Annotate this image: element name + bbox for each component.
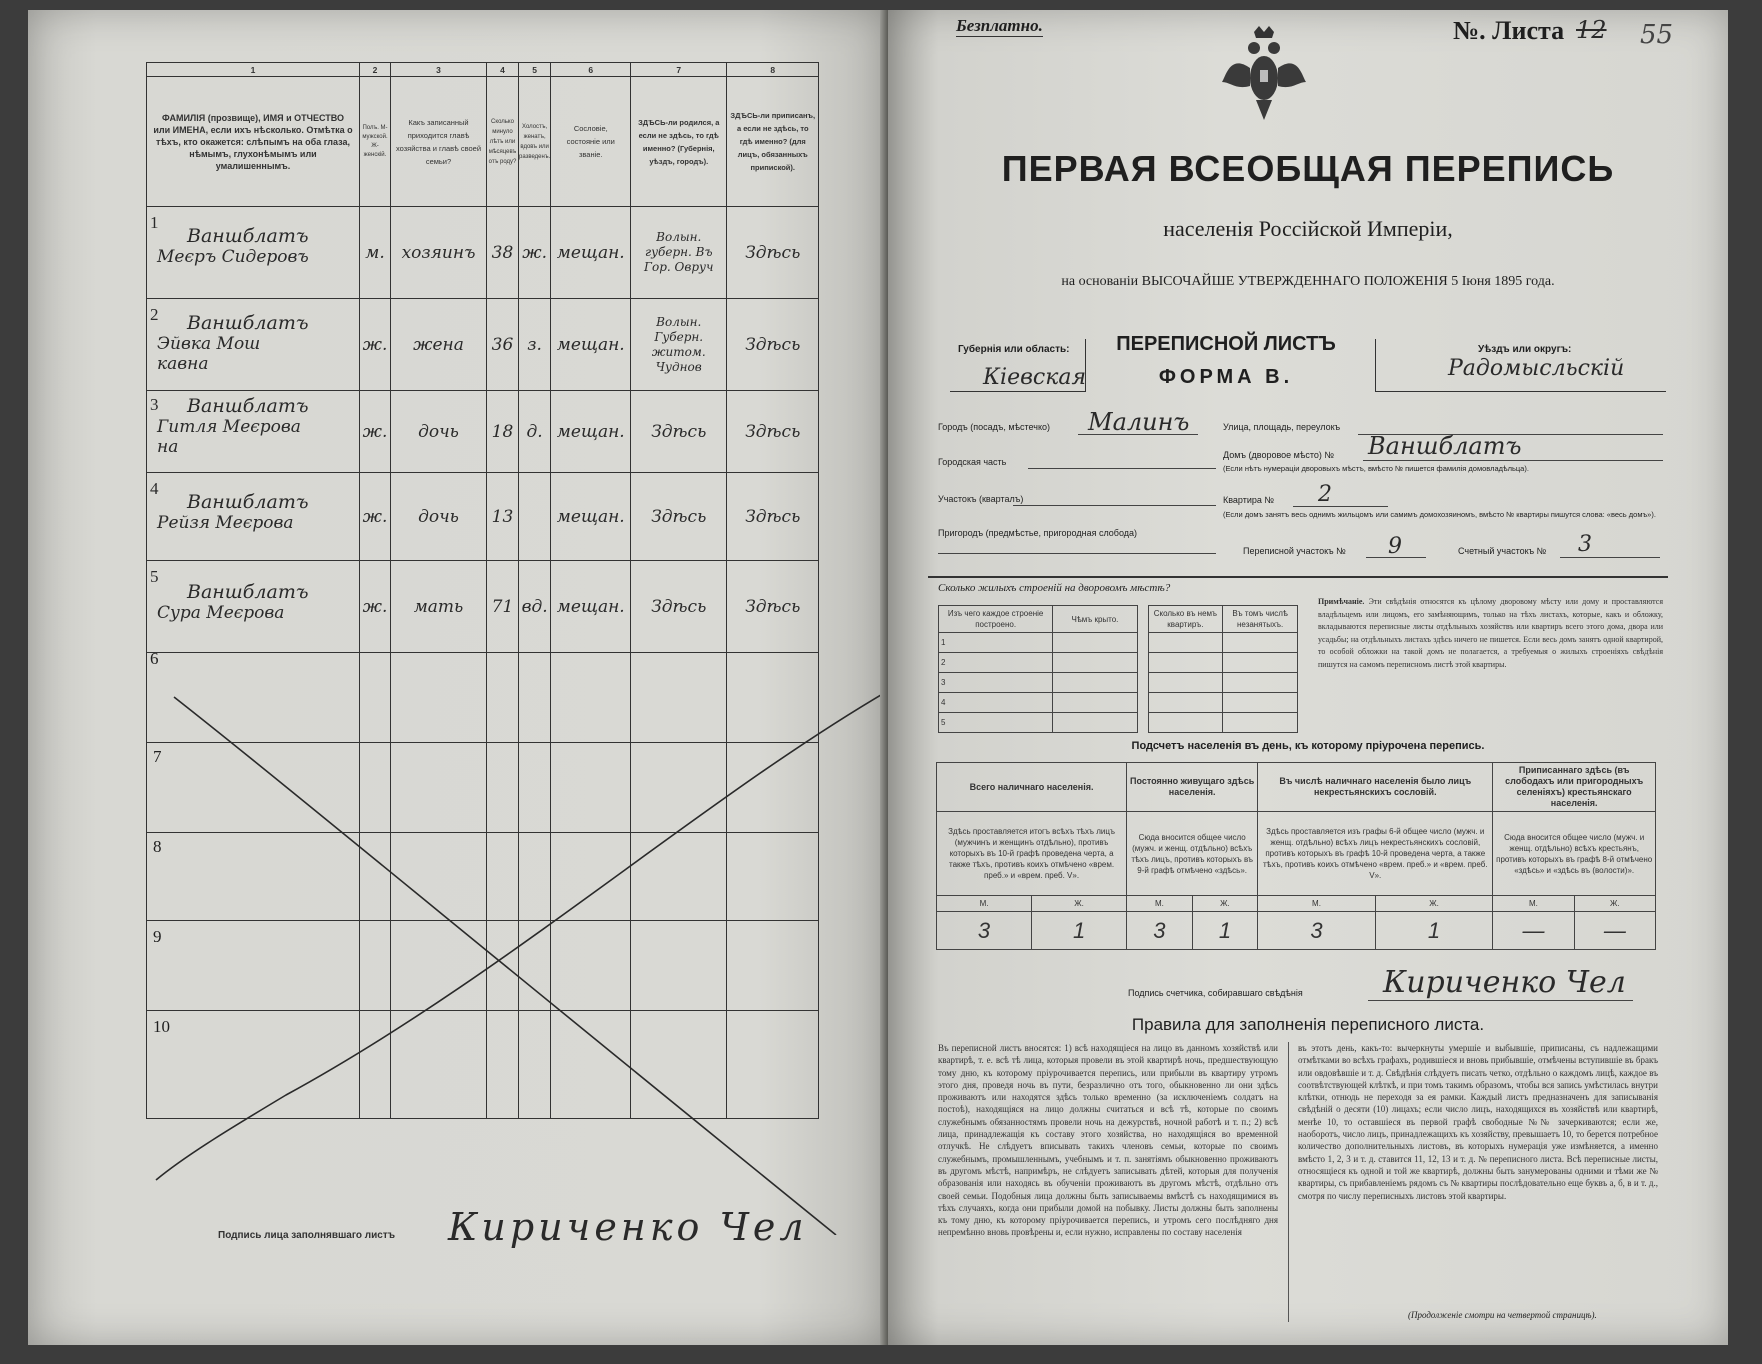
city-label: Городъ (посадъ, мѣстечко) — [938, 422, 1050, 432]
col-num-2: 2 — [360, 63, 391, 77]
age-cell: 18 — [487, 391, 519, 473]
marital-cell: з. — [519, 299, 551, 391]
female-label: Ж. — [1032, 896, 1127, 912]
bld-row-number: 3 — [939, 673, 1053, 693]
note-text: Эти свѣдѣнія относятся къ цѣлому дворовому мѣсту или дому и проставляются владѣльцемъ или лицомъ, его замѣняющимъ, только на тѣхъ листахъ, которые, какъ и обложку, вкладываются переписные листы отдѣльныхъ хозяйствъ или квартиръ всего этого дома, двора или усадьбы; на отдѣльныхъ листахъ здѣсь ничего не пишется. Если весь домъ занятъ одной квартирой, то особой обложки на такой домъ не полагается, а требуемыя о жилыхъ строеніяхъ свѣдѣнія пишутся на самомъ переписномъ листѣ этой квартиры. — [1318, 597, 1664, 669]
district-underline — [1013, 505, 1216, 506]
row-number: 4 — [150, 479, 159, 498]
table-row — [147, 299, 819, 391]
count-value: 1 — [1032, 912, 1127, 950]
header-birthplace: ЗДѢСЬ-ли родился, а если не здѣсь, то гдѣ именно? (Губернія, уѣздъ, городъ). — [631, 77, 727, 207]
registration-cell: Здѣсь — [727, 473, 819, 561]
row-number: 3 — [150, 395, 159, 414]
bld-spacer — [1137, 606, 1148, 633]
marital-cell — [519, 473, 551, 561]
count-plot-underline — [1560, 557, 1660, 558]
census-plot-label: Переписной участокъ № — [1243, 546, 1346, 556]
count-head-permanent: Постоянно живущаго здѣсь населенія. — [1127, 763, 1258, 812]
col-num-7: 7 — [631, 63, 727, 77]
relation-cell: хозяинъ — [391, 207, 487, 299]
header-estate: Сословіе, состояніе или званіе. — [551, 77, 631, 207]
sex-cell: ж. — [360, 299, 391, 391]
table-row — [147, 391, 819, 473]
header-sex: Полъ. М-мужской. Ж-женскій. — [360, 77, 391, 207]
name-cell — [147, 299, 360, 391]
house-underline — [1363, 460, 1663, 461]
age-cell: 71 — [487, 561, 519, 653]
header-age: Сколько минуло лѣтъ или мѣсяцевъ отъ роду? — [487, 77, 519, 207]
registration-cell: Здѣсь — [727, 207, 819, 299]
open-book — [28, 10, 1728, 1345]
bld-head-apartments: Сколько въ немъ квартиръ. — [1148, 606, 1223, 633]
signature-label: Подпись лица заполнявшаго листъ — [218, 1230, 396, 1241]
apartment-label: Квартира № — [1223, 495, 1275, 505]
counter-signature-label: Подпись счетчика, собиравшаго свѣдѣнія — [1128, 988, 1303, 998]
estate-cell: мещан. — [551, 561, 631, 653]
table-row — [147, 207, 819, 299]
birthplace-cell: Волын. губерн. Въ Гор. Овруч — [631, 207, 727, 299]
row-number: 8 — [153, 837, 162, 856]
birthplace-cell: Здѣсь — [631, 473, 727, 561]
apartment-value: 2 — [1318, 482, 1332, 507]
section-divider — [928, 576, 1668, 578]
age-cell: 36 — [487, 299, 519, 391]
header-name: ФАМИЛІЯ (прозвище), ИМЯ и ОТЧЕСТВО или ИМЕНА, если ихъ нѣсколько. Отмѣтка о тѣхъ, кто окажется: слѣпымъ на оба глаза, нѣмымъ, глухонѣмымъ или умалишеннымъ. — [147, 77, 360, 207]
given-name: Сура Меєрова — [157, 602, 285, 623]
given-name: Гитля Меєрова — [157, 416, 301, 437]
count-plot-value: 3 — [1578, 532, 1592, 557]
header-relation: Какъ записанный приходится главѣ хозяйства и главѣ своей семьи? — [391, 77, 487, 207]
count-value: 3 — [1258, 912, 1376, 950]
rules-continued: (Продолженіе смотри на четвертой страницѣ). — [1408, 1310, 1597, 1320]
count-value: 1 — [1375, 912, 1493, 950]
bld-head-vacant: Въ томъ числѣ незанятыхъ. — [1223, 606, 1298, 633]
population-count-table — [936, 762, 1656, 950]
table-row — [147, 561, 819, 653]
birthplace-cell: Волын. Губерн. житом. Чуднов — [631, 299, 727, 391]
gubernia-value: Кіевская — [983, 365, 1087, 390]
count-note-nonpeasant: Здѣсь проставляется изъ графы 6-й общее число (мужч. и женщ. отдѣльно) всѣхъ лицъ некрестьянскихъ сословій, противъ которыхъ въ графѣ 10-й проведена черта, а также тѣхъ, противъ коихъ отмѣчено «врем. преб.» и «врем. преб. V». — [1258, 812, 1493, 896]
birthplace-cell: Здѣсь — [631, 391, 727, 473]
col-num-6: 6 — [551, 63, 631, 77]
relation-cell: дочь — [391, 473, 487, 561]
gubernia-box — [950, 339, 1086, 392]
house-label: Домъ (дворовое мѣсто) № — [1223, 450, 1335, 460]
count-value: 3 — [1127, 912, 1193, 950]
relation-cell: дочь — [391, 391, 487, 473]
surname: Ваншблатъ — [187, 311, 309, 334]
marital-cell: д. — [519, 391, 551, 473]
age-cell: 13 — [487, 473, 519, 561]
row-number: 7 — [153, 747, 162, 766]
census-plot-underline — [1366, 557, 1426, 558]
given-name: Рейзя Меєрова — [157, 512, 294, 533]
note-block — [1318, 596, 1663, 671]
header-registration: ЗДѢСЬ-ли приписанъ, а если не здѣсь, то гдѣ именно? (для лицъ, обязанныхъ припиской). — [727, 77, 819, 207]
counter-signature: Кириченко Чел — [1383, 965, 1626, 1000]
left-page — [28, 10, 888, 1345]
col-num-3: 3 — [391, 63, 487, 77]
city-part-underline — [1028, 468, 1216, 469]
city-underline — [1078, 434, 1198, 435]
count-note-peasant: Сюда вносится общее число (мужч. и женщ. отдѣльно) всѣхъ крестьянъ, противъ которыхъ въ графѣ 8-й отмѣчено «здѣсь» и «здѣсь въ (волости)». — [1493, 812, 1656, 896]
given-name-cont: на — [157, 436, 179, 457]
sheet-number-label: №. Листа — [1453, 16, 1565, 45]
marital-cell: вд. — [519, 561, 551, 653]
sheet-number: 12 — [1576, 16, 1607, 44]
count-note-present: Здѣсь проставляется итогъ всѣхъ тѣхъ лицъ (мужчинъ и женщинъ отдѣльно), противъ которыхъ въ 10-й графѣ проведена черта, а также тѣхъ, противъ коихъ отмѣчено «врем. преб.» и «врем. преб. V». — [937, 812, 1127, 896]
form-subtitle: ФОРМА В. — [1158, 366, 1294, 388]
count-plot-label: Счетный участокъ № — [1458, 546, 1547, 556]
estate-cell: мещан. — [551, 473, 631, 561]
uezd-box — [1375, 339, 1666, 392]
estate-cell: мещан. — [551, 207, 631, 299]
female-label: Ж. — [1574, 896, 1655, 912]
registration-cell: Здѣсь — [727, 299, 819, 391]
male-label: М. — [937, 896, 1032, 912]
surname: Ваншблатъ — [187, 224, 309, 247]
row-number: 6 — [150, 649, 159, 668]
suburb-underline — [938, 553, 1216, 554]
sex-cell: ж. — [360, 473, 391, 561]
relation-cell: мать — [391, 561, 487, 653]
strike-through-cross — [146, 675, 888, 1235]
name-cell — [147, 207, 360, 299]
male-label: М. — [1258, 896, 1376, 912]
male-label: М. — [1493, 896, 1574, 912]
count-value: — — [1493, 912, 1574, 950]
house-value: Ваншблатъ — [1368, 432, 1522, 460]
bld-row-number: 2 — [939, 653, 1053, 673]
counter-signature-underline — [1368, 1000, 1633, 1001]
row-number: 10 — [153, 1017, 170, 1036]
bld-row-number: 5 — [939, 713, 1053, 733]
signature: Кириченко Чел — [448, 1205, 808, 1249]
sex-cell: ж. — [360, 391, 391, 473]
main-title: ПЕРВАЯ ВСЕОБЩАЯ ПЕРЕПИСЬ — [1001, 148, 1615, 189]
city-part-label: Городская часть — [938, 457, 1007, 467]
col-num-5: 5 — [519, 63, 551, 77]
marital-cell: ж. — [519, 207, 551, 299]
col-num-1: 1 — [147, 63, 360, 77]
relation-cell: жена — [391, 299, 487, 391]
bld-row-number: 1 — [939, 633, 1053, 653]
census-plot-value: 9 — [1388, 534, 1402, 559]
buildings-table — [938, 605, 1298, 733]
female-label: Ж. — [1192, 896, 1258, 912]
bld-head-material: Изъ чего каждое строеніе построено. — [939, 606, 1053, 633]
archive-number: 55 — [1640, 20, 1674, 50]
rules-divider — [1288, 1042, 1289, 1322]
sex-cell: м. — [360, 207, 391, 299]
name-cell — [147, 473, 360, 561]
count-note-permanent: Сюда вносится общее число (мужч. и женщ. отдѣльно) всѣхъ тѣхъ лицъ, противъ которыхъ въ 9-й графѣ отмѣчено «здѣсь». — [1127, 812, 1258, 896]
name-cell — [147, 561, 360, 653]
row-number: 1 — [150, 213, 159, 232]
uezd-value: Радомысльскій — [1448, 356, 1625, 381]
bld-head-roof: Чѣмъ крыто. — [1053, 606, 1137, 633]
subtitle: населенія Россійской Имперіи, — [1163, 216, 1453, 241]
buildings-label: Сколько жилыхъ строеній на дворовомъ мѣстѣ? — [938, 582, 1171, 594]
age-cell: 38 — [487, 207, 519, 299]
col-num-4: 4 — [487, 63, 519, 77]
header-marital: Холостъ, женатъ, вдовъ или разведенъ. — [519, 77, 551, 207]
female-label: Ж. — [1375, 896, 1493, 912]
count-value: — — [1574, 912, 1655, 950]
birthplace-cell: Здѣсь — [631, 561, 727, 653]
count-head-nonpeasant: Въ числѣ наличнаго населенія было лицъ некрестьянскихъ сословій. — [1258, 763, 1493, 812]
estate-cell: мещан. — [551, 299, 631, 391]
row-number: 9 — [153, 927, 162, 946]
apartment-underline — [1293, 506, 1388, 507]
name-cell — [147, 391, 360, 473]
col-num-8: 8 — [727, 63, 819, 77]
rules-left-column: Въ переписной листъ вносятся: 1) всѣ находящіеся на лицо въ данномъ хозяйствѣ или квартирѣ, т. е. всѣ тѣ лица, которыя провели въ этой квартирѣ ночь, предшествующую тому дню, къ которому пріурочивается перепись, или прибыли въ квартиру утромъ этого дня, проведя ночь въ пути, безразлично отъ того, обыкновенно ли они здѣсь проживаютъ или находятся здѣсь только временно (за исключеніемъ солдатъ на постоѣ), находящіяся на лицо должны считаться и всѣ тѣ, которые по своимъ служебнымъ обязанностямъ провели ночь на дежурствѣ, ночной работѣ и т. п.; 2) всѣ лица, принадлежащія къ составу этого хозяйства, но находящіяся во временной отлучкѣ. Не слѣдуетъ вписывать такихъ членовъ семьи, которые по своимъ служебнымъ, промышленнымъ, учебнымъ и т. п. занятіямъ обыкновенно проживаютъ въ другомъ мѣстѣ, напримѣръ, не слѣдуетъ записывать дѣтей, которыя для полученія образованія или находясь въ обученіи проживаютъ въ другомъ мѣстѣ, отдѣльно отъ своей семьи. Подобныя лица должны быть записываемы вмѣстѣ съ находящимися въ тѣхъ случаяхъ, когда они прибыли домой на побывку. Листы должны быть заполнены къ тому дню, къ которому пріурочивается перепись, и утромъ сего послѣдняго дня непремѣнно вновь провѣрены и, если нужно, исправлены по составу населенія — [938, 1043, 1278, 1238]
given-name: Меєръ Сидеровъ — [157, 246, 309, 267]
surname: Ваншблатъ — [187, 490, 309, 513]
house-note: (Если нѣтъ нумераціи дворовыхъ мѣстъ, вмѣсто № пишется фамилія домовладѣльца). — [1223, 464, 1529, 473]
district-label: Участокъ (кварталъ) — [938, 494, 1024, 504]
count-title: Подсчетъ населенія въ день, къ которому пріурочена перепись. — [1131, 740, 1485, 752]
uezd-label: Уѣздъ или округъ: — [1478, 344, 1572, 355]
suburb-label: Пригородъ (предмѣстье, пригородная слобода) — [938, 528, 1138, 538]
male-label: М. — [1127, 896, 1193, 912]
row-number: 5 — [150, 567, 159, 586]
rules-right-column: въ этотъ день, какъ-то: вычеркнуты умершіе и выбывшіе, приписаны, съ надлежащими отмѣтками во всѣхъ графахъ, родившіеся и вновь прибывшіе, отмѣчены вступившіе въ бракъ или овдовѣвшіе и т. д. Свѣдѣнія слѣдуетъ писать четко, отдѣльно о каждомъ лицѣ, каждое въ соотвѣтствующей клѣткѣ, и при томъ такимъ образомъ, чтобы вся запись умѣстилась внутри клѣтки, отнюдь не переходя за ея рамки. Каждый листъ предназначенъ для записыванія свѣдѣній о десяти (10) лицахъ; если число лицъ, находящихся въ хозяйствѣ или квартирѣ, менѣе 10, то оставшіеся въ первой графѣ свободные №№ зачеркиваются; если же, наоборотъ, число лицъ, принадлежащихъ къ хозяйству, превышаетъ 10, то берется потребное количество дополнительныхъ листовъ, въ которыхъ нумерація уже измѣняется, а именно вмѣсто 1, 2, 3 и т. д. ставится 11, 12, 13 и т. д. № переписного листа. Всѣ переписные листы, относящіеся къ одной и той же квартирѣ, должны быть занумерованы одними и тѣми же № квартиры, съ прибавленіемъ рядомъ съ № квартиры послѣдовательно еще буквъ а, б, в и т. д., смотря по числу переписныхъ листовъ этой квартиры. — [1298, 1043, 1658, 1201]
count-value: 3 — [937, 912, 1032, 950]
sex-cell: ж. — [360, 561, 391, 653]
right-page — [888, 10, 1728, 1345]
registration-cell: Здѣсь — [727, 391, 819, 473]
count-value: 1 — [1192, 912, 1258, 950]
city-value: Малинъ — [1088, 408, 1190, 436]
form-title: ПЕРЕПИСНОЙ ЛИСТЪ — [1116, 333, 1336, 355]
count-head-present: Всего наличнаго населенія. — [937, 763, 1127, 812]
bld-row-number: 4 — [939, 693, 1053, 713]
free-label: Безплатно. — [956, 16, 1043, 35]
count-head-peasant: Приписаннаго здѣсь (въ слободахъ или пригородныхъ селеніяхъ) крестьянскаго населенія. — [1493, 763, 1656, 812]
registration-cell: Здѣсь — [727, 561, 819, 653]
given-name: Эйвка Мош — [157, 333, 261, 354]
estate-cell: мещан. — [551, 391, 631, 473]
street-label: Улица, площадь, переулокъ — [1223, 422, 1341, 432]
surname: Ваншблатъ — [187, 394, 309, 417]
surname: Ваншблатъ — [187, 580, 309, 603]
double-headed-eagle-icon — [1220, 24, 1308, 124]
legal-basis: на основаніи ВЫСОЧАЙШЕ УТВЕРЖДЕННАГО ПОЛОЖЕНІЯ 5 Іюня 1895 года. — [1061, 274, 1555, 289]
table-row — [147, 473, 819, 561]
note-title: Примѣчаніе. — [1318, 597, 1365, 606]
gubernia-label: Губернія или область: — [958, 344, 1070, 355]
given-name-cont: кавна — [157, 353, 209, 374]
rules-title: Правила для заполненія переписного листа. — [1131, 1015, 1485, 1034]
apartment-note: (Если домъ занятъ весь однимъ жильцомъ или самимъ домохозяиномъ, вмѣсто № квартиры пишутся слова: «весь домъ»). — [1223, 510, 1656, 519]
row-number: 2 — [150, 305, 159, 324]
